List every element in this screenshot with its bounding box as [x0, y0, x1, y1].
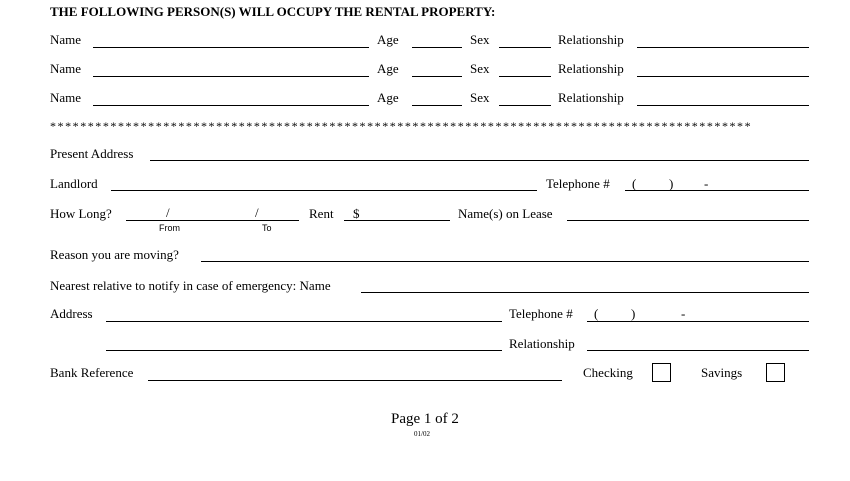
occupant-relationship-field[interactable] [637, 47, 809, 48]
savings-label: Savings [701, 365, 743, 380]
age-label: Age [377, 32, 399, 47]
how-long-field[interactable] [126, 220, 299, 221]
rent-label: Rent [309, 206, 334, 221]
from-caption: From [159, 223, 180, 233]
how-long-label: How Long? [50, 206, 112, 221]
sex-label: Sex [470, 61, 490, 76]
telephone-dash: - [704, 176, 709, 191]
telephone-open-paren: ( [594, 306, 599, 321]
age-label: Age [377, 90, 399, 105]
occupant-sex-field[interactable] [499, 47, 551, 48]
telephone-open-paren: ( [632, 176, 637, 191]
bank-reference-label: Bank Reference [50, 365, 134, 380]
present-address-field[interactable] [150, 160, 809, 161]
dollar-sign: $ [353, 206, 360, 221]
reason-field[interactable] [201, 261, 809, 262]
page-number: Page 1 of 2 [391, 411, 459, 427]
nearest-relative-name-field[interactable] [361, 292, 809, 293]
relationship-label: Relationship [558, 32, 624, 47]
date-slash: / [166, 205, 170, 220]
relative-address-line-2-field[interactable] [106, 350, 502, 351]
section-title: THE FOLLOWING PERSON(S) WILL OCCUPY THE RENTAL PROPERTY: [50, 4, 496, 19]
relative-relationship-field[interactable] [587, 350, 809, 351]
telephone-close-paren: ) [631, 306, 636, 321]
asterisk-separator: ********************************************************************************************* [50, 120, 753, 132]
name-label: Name [50, 32, 82, 47]
names-on-lease-label: Name(s) on Lease [458, 206, 553, 221]
occupant-name-field[interactable] [93, 105, 369, 106]
checking-checkbox[interactable] [652, 363, 671, 382]
relative-telephone-label: Telephone # [509, 306, 573, 321]
age-label: Age [377, 61, 399, 76]
telephone-close-paren: ) [669, 176, 674, 191]
occupant-relationship-field[interactable] [637, 76, 809, 77]
occupant-name-field[interactable] [93, 47, 369, 48]
telephone-label: Telephone # [546, 176, 610, 191]
relationship-label: Relationship [558, 90, 624, 105]
form-version: 01/02 [414, 430, 430, 438]
nearest-relative-label: Nearest relative to notify in case of emergency: Name [50, 278, 331, 293]
landlord-field[interactable] [111, 190, 537, 191]
occupant-sex-field[interactable] [499, 105, 551, 106]
savings-checkbox[interactable] [766, 363, 785, 382]
checking-label: Checking [583, 365, 633, 380]
occupant-sex-field[interactable] [499, 76, 551, 77]
occupant-age-field[interactable] [412, 76, 462, 77]
name-label: Name [50, 61, 82, 76]
telephone-dash: - [681, 306, 686, 321]
names-on-lease-field[interactable] [567, 220, 809, 221]
relative-relationship-label: Relationship [509, 336, 575, 351]
occupant-name-field[interactable] [93, 76, 369, 77]
occupant-age-field[interactable] [412, 105, 462, 106]
landlord-label: Landlord [50, 176, 98, 191]
occupant-age-field[interactable] [412, 47, 462, 48]
present-address-label: Present Address [50, 146, 134, 161]
bank-reference-field[interactable] [148, 380, 562, 381]
relationship-label: Relationship [558, 61, 624, 76]
relative-address-field[interactable] [106, 321, 502, 322]
name-label: Name [50, 90, 82, 105]
relative-address-label: Address [50, 306, 93, 321]
date-slash: / [255, 205, 259, 220]
relative-telephone-field[interactable] [587, 321, 809, 322]
reason-label: Reason you are moving? [50, 247, 179, 262]
landlord-telephone-field[interactable] [625, 190, 809, 191]
sex-label: Sex [470, 32, 490, 47]
occupant-relationship-field[interactable] [637, 105, 809, 106]
sex-label: Sex [470, 90, 490, 105]
to-caption: To [262, 223, 272, 233]
